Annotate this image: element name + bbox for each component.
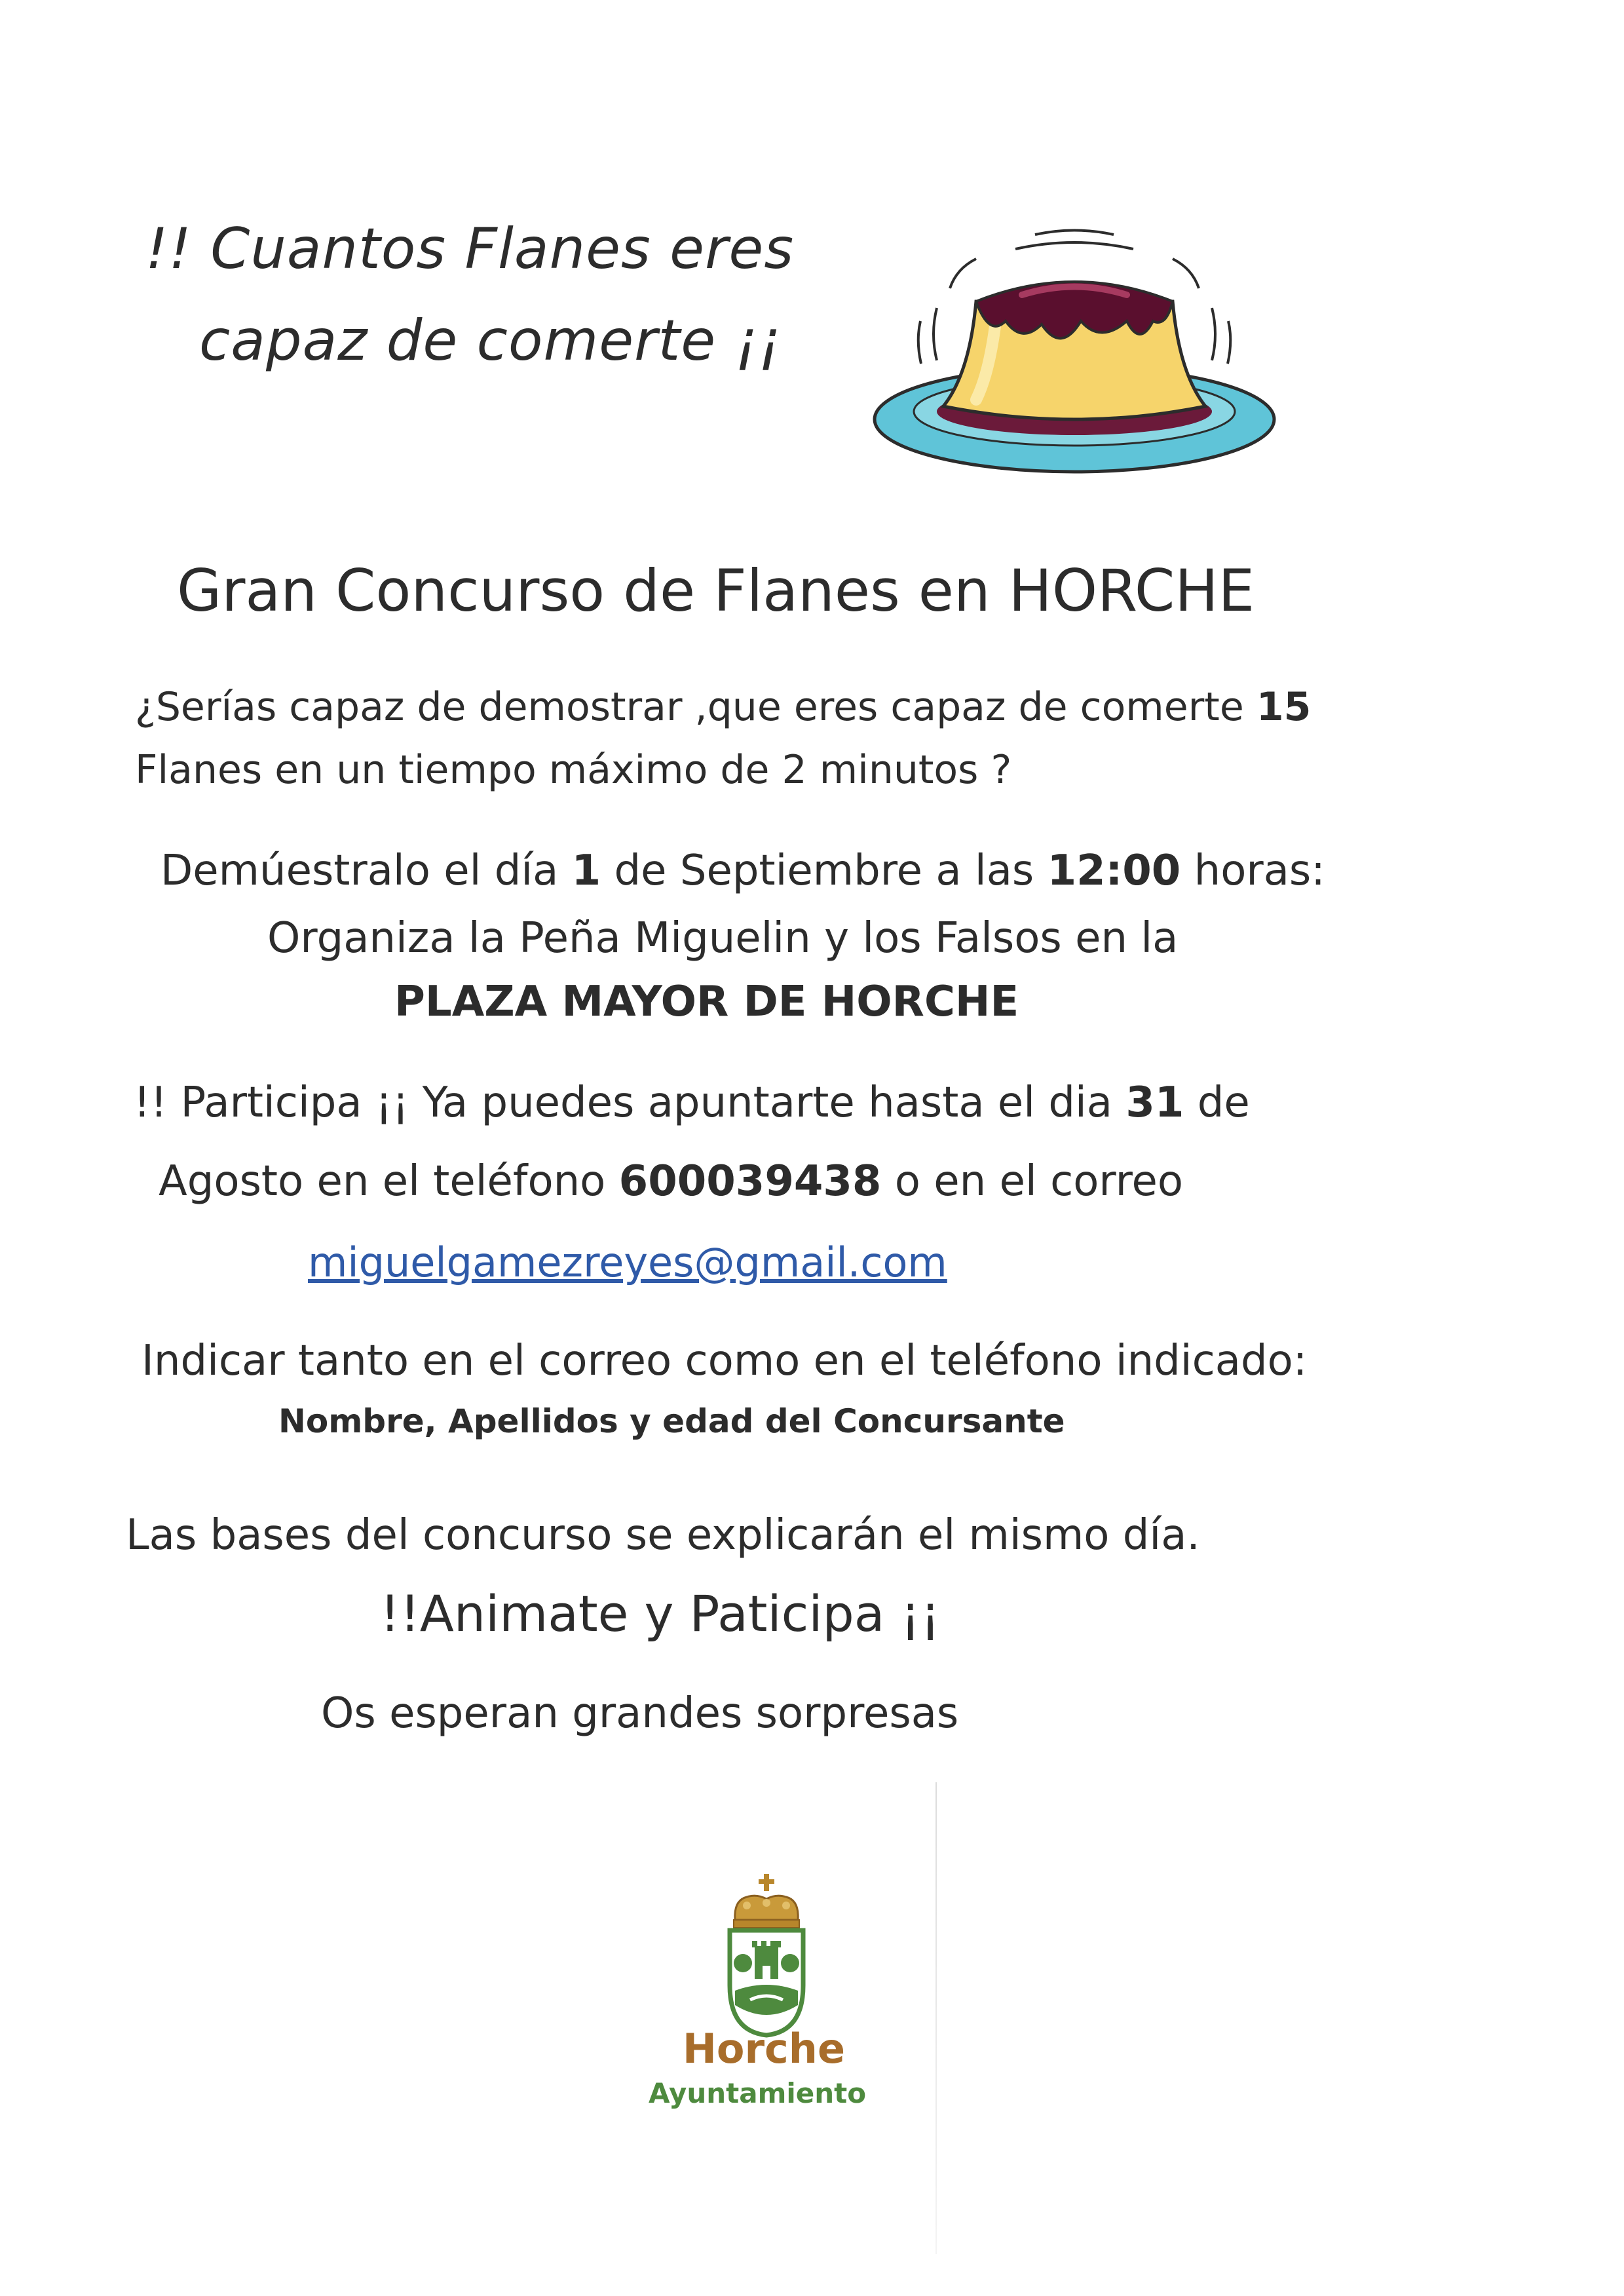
page-title: Gran Concurso de Flanes en HORCHE [177, 557, 1255, 624]
logo-subtitle: Ayuntamiento [649, 2077, 867, 2109]
event-organizer: Organiza la Peña Miguelin y los Falsos en la [267, 914, 1179, 963]
signup-deadline: 31 [1125, 1079, 1184, 1127]
question-line-1 [135, 684, 1311, 730]
header-line-2: capaz de comerte ¡¡ [199, 308, 782, 373]
scan-fold-line [935, 1782, 937, 2254]
flan-count: 15 [1256, 684, 1312, 730]
closing-line-2: !!Animate y Paticipa ¡¡ [380, 1584, 941, 1643]
header-line-1: !! Cuantos Flanes eres [145, 216, 795, 282]
signup-text-d: o en el correo [881, 1157, 1184, 1206]
signup-text-c: Agosto en el teléfono [159, 1157, 619, 1206]
question-text: ¿Serías capaz de demostrar ,que eres capaz de comerte [135, 684, 1256, 730]
instructions-line-1: Indicar tanto en el correo como en el teléfono indicado: [142, 1337, 1308, 1385]
signup-phone: 600039438 [618, 1157, 882, 1206]
event-day: 1 [571, 847, 601, 895]
signup-text-a: !! Participa ¡¡ Ya puedes apuntarte hasta el dia [134, 1079, 1126, 1127]
event-text-b: de Septiembre a las [601, 847, 1048, 895]
event-text-a: Demúestralo el día [161, 847, 572, 895]
email-link[interactable]: miguelgamezreyes@gmail.com [308, 1238, 947, 1286]
closing-line-1: Las bases del concurso se explicarán el mismo día. [126, 1511, 1200, 1559]
signup-text-b: de [1184, 1079, 1250, 1127]
event-text-c: horas: [1180, 847, 1325, 895]
flan-icon [865, 223, 1284, 498]
question-line-2: Flanes en un tiempo máximo de 2 minutos ? [135, 747, 1012, 793]
instructions-line-2: Nombre, Apellidos y edad del Concursante [278, 1402, 1065, 1440]
closing-line-3: Os esperan grandes sorpresas [321, 1689, 959, 1738]
signup-line-1 [134, 1079, 1250, 1127]
signup-line-2 [159, 1157, 1183, 1206]
logo-name: Horche [683, 2025, 845, 2073]
event-place: PLAZA MAYOR DE HORCHE [394, 978, 1019, 1026]
horche-coat-of-arms-icon [721, 1874, 812, 2038]
event-line-1 [161, 847, 1325, 895]
event-time: 12:00 [1047, 847, 1181, 895]
